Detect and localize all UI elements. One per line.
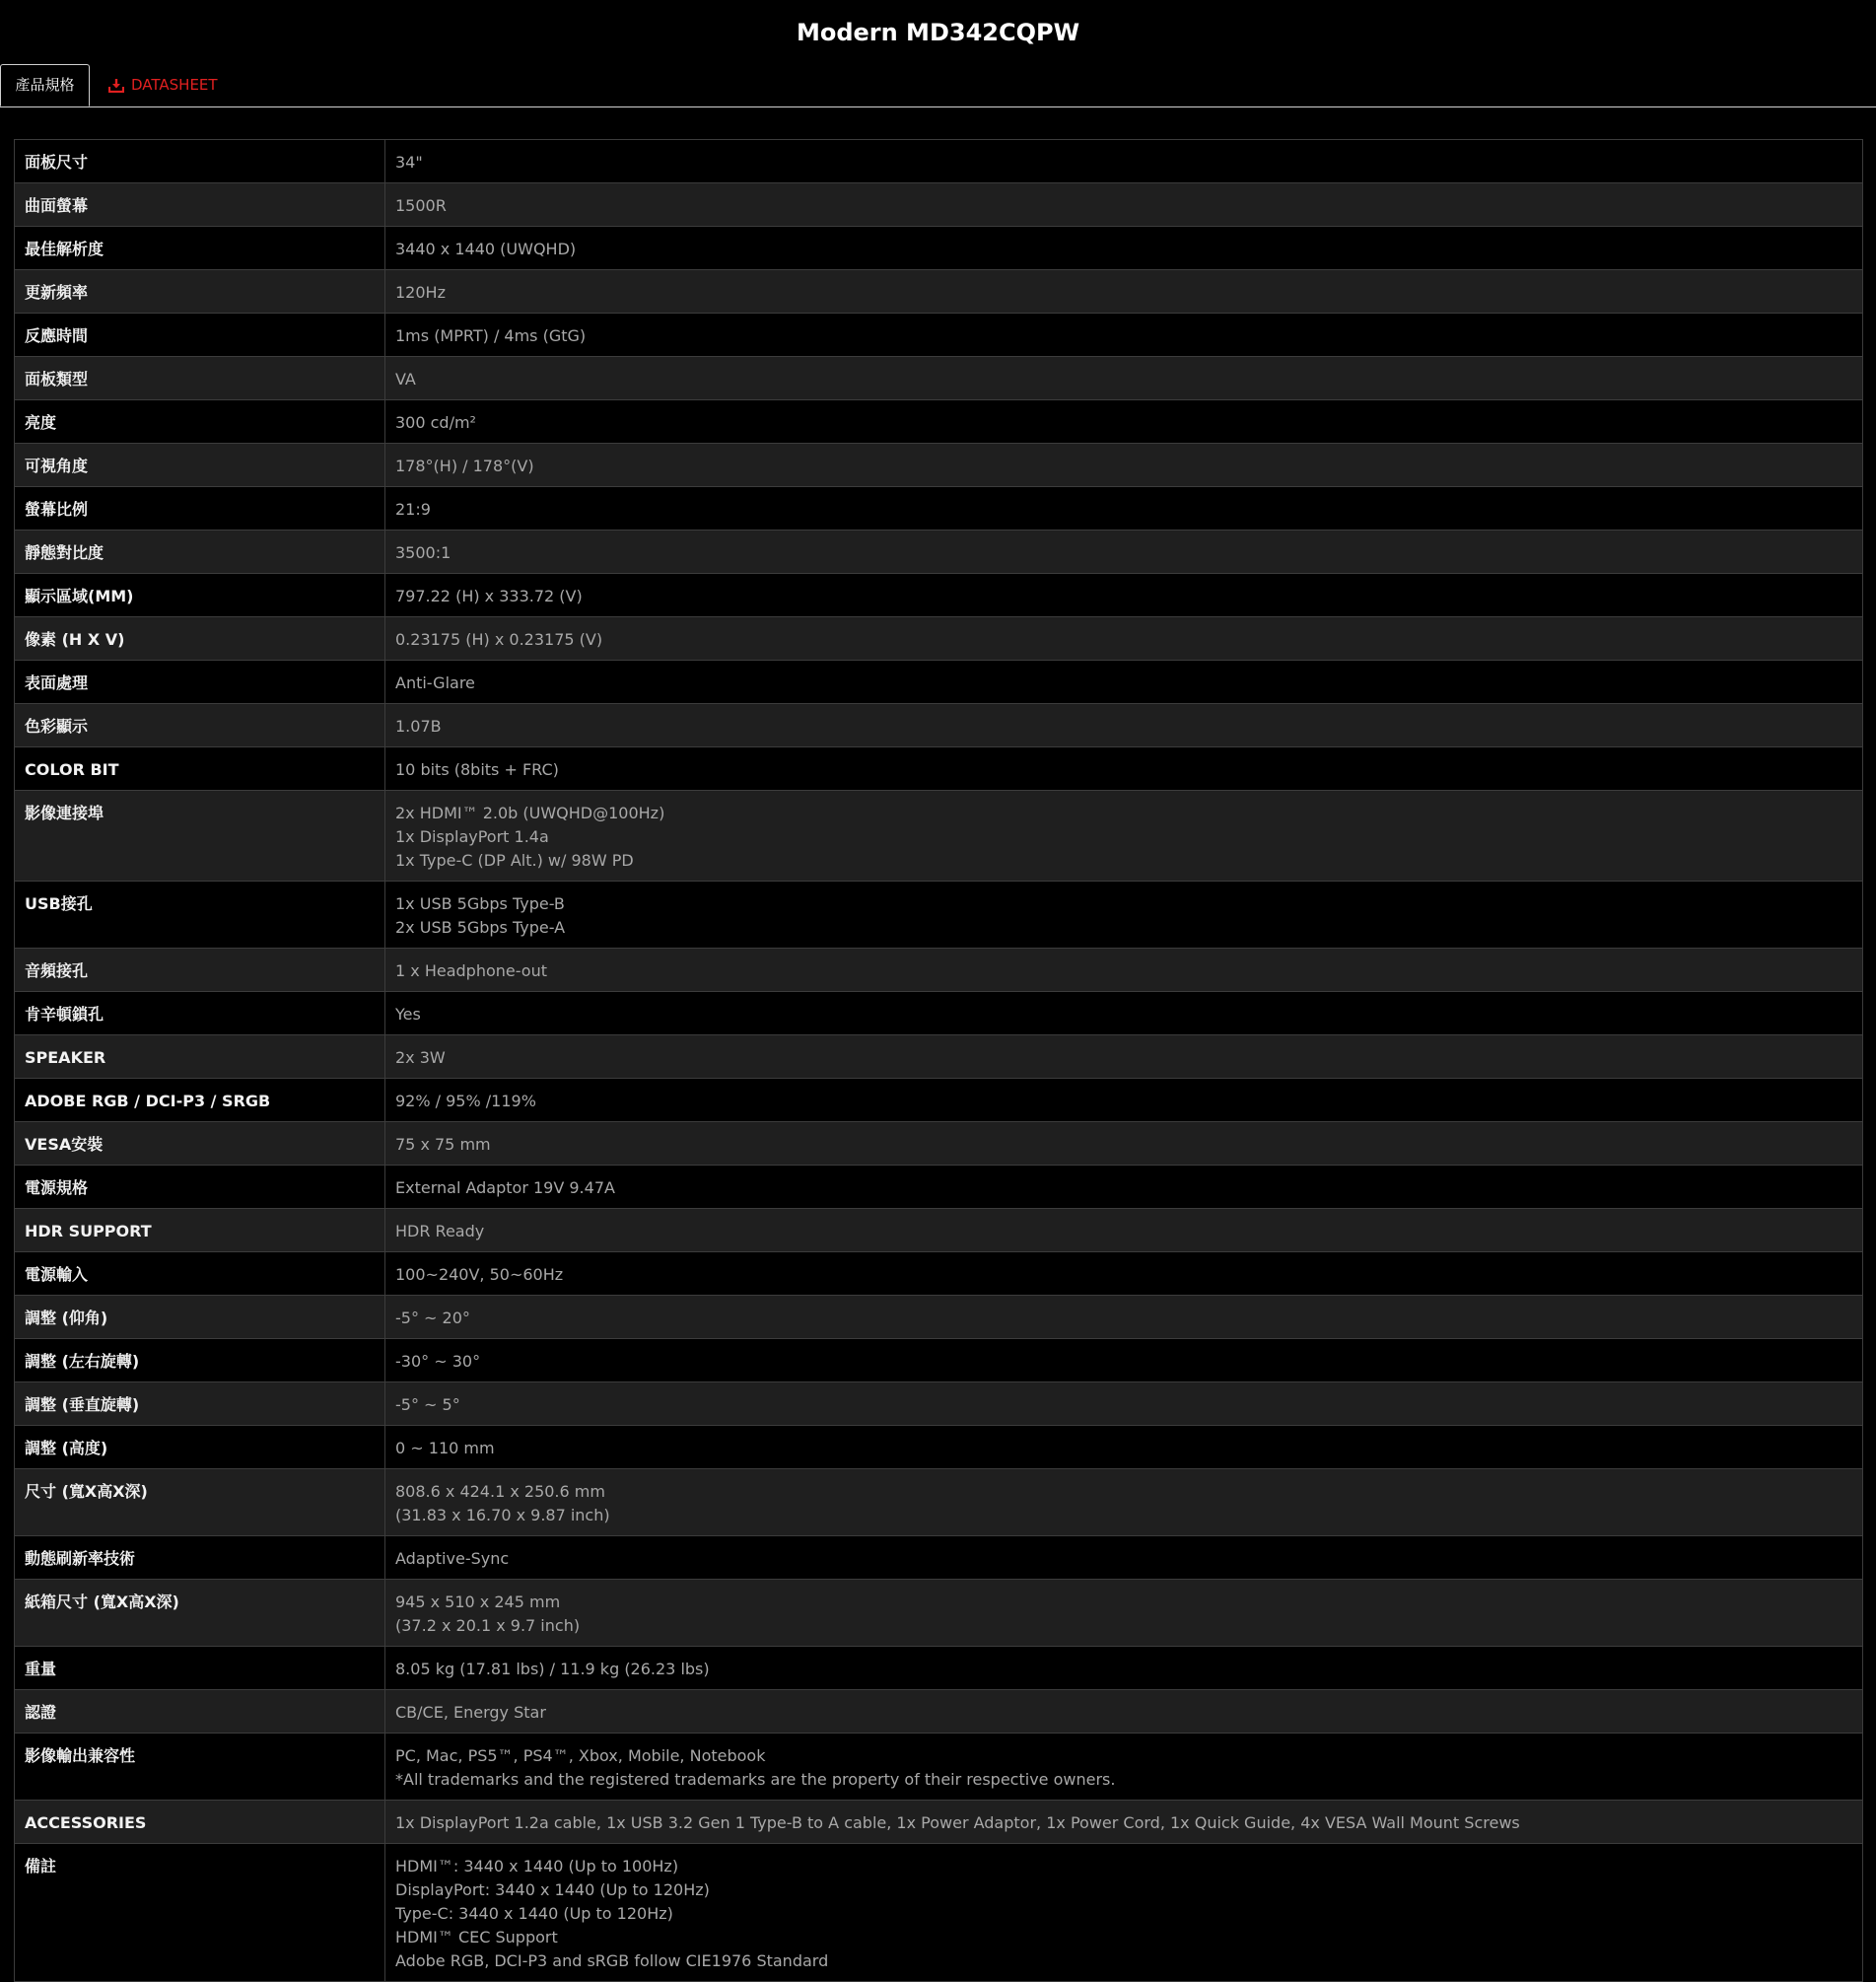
- spec-value-line: 1x USB 5Gbps Type-B: [395, 894, 565, 913]
- spec-value: [385, 1647, 1863, 1690]
- spec-value: [385, 791, 1863, 882]
- table-row: [15, 1296, 1863, 1339]
- table-row: [15, 400, 1863, 444]
- spec-value-line: 797.22 (H) x 333.72 (V): [395, 587, 583, 605]
- table-row: [15, 1801, 1863, 1844]
- spec-label: USB接孔: [15, 882, 385, 949]
- spec-value-line: PC, Mac, PS5™, PS4™, Xbox, Mobile, Notebook: [395, 1746, 766, 1765]
- spec-label: 影像輸出兼容性: [15, 1734, 385, 1801]
- spec-label: 螢幕比例: [15, 487, 385, 531]
- spec-value-line: *All trademarks and the registered trademarks are the property of their respective owners.: [395, 1770, 1116, 1789]
- spec-label: 可視角度: [15, 444, 385, 487]
- table-row: [15, 270, 1863, 314]
- spec-label: 面板尺寸: [15, 140, 385, 183]
- spec-label: 曲面螢幕: [15, 183, 385, 227]
- spec-value: [385, 1122, 1863, 1166]
- table-row: [15, 357, 1863, 400]
- spec-value-line: 1.07B: [395, 717, 442, 736]
- spec-value: [385, 1844, 1863, 1982]
- table-row: [15, 704, 1863, 747]
- spec-value-line: 945 x 510 x 245 mm: [395, 1593, 561, 1611]
- spec-value-line: 120Hz: [395, 283, 446, 302]
- spec-label: SPEAKER: [15, 1035, 385, 1079]
- spec-value-line: 1500R: [395, 196, 447, 215]
- table-row: [15, 1469, 1863, 1536]
- table-row: [15, 227, 1863, 270]
- spec-label: 像素 (H X V): [15, 617, 385, 661]
- spec-value-line: External Adaptor 19V 9.47A: [395, 1178, 615, 1197]
- spec-label: VESA安裝: [15, 1122, 385, 1166]
- spec-label: 肯辛頓鎖孔: [15, 992, 385, 1035]
- table-row: [15, 1426, 1863, 1469]
- table-row: [15, 444, 1863, 487]
- page-title: Modern MD342CQPW: [796, 19, 1080, 46]
- spec-label: 亮度: [15, 400, 385, 444]
- spec-value-line: 0.23175 (H) x 0.23175 (V): [395, 630, 603, 649]
- spec-value: [385, 882, 1863, 949]
- spec-value: [385, 949, 1863, 992]
- spec-value: [385, 1296, 1863, 1339]
- spec-value: [385, 1166, 1863, 1209]
- spec-value: [385, 1382, 1863, 1426]
- spec-value: [385, 1580, 1863, 1647]
- spec-value-line: 75 x 75 mm: [395, 1135, 491, 1154]
- spec-label: 靜態對比度: [15, 531, 385, 574]
- table-row: [15, 1844, 1863, 1982]
- spec-label: 最佳解析度: [15, 227, 385, 270]
- spec-value-line: Anti-Glare: [395, 673, 475, 692]
- spec-value-line: 10 bits (8bits + FRC): [395, 760, 559, 779]
- spec-value-line: 8.05 kg (17.81 lbs) / 11.9 kg (26.23 lbs): [395, 1660, 710, 1678]
- spec-value-line: 1x DisplayPort 1.2a cable, 1x USB 3.2 Gen 1 Type-B to A cable, 1x Power Adaptor, 1x Power Cord, 1x Quick Guide, 4x VESA Wall Mount Screws: [395, 1813, 1520, 1832]
- spec-label: COLOR BIT: [15, 747, 385, 791]
- spec-value: [385, 400, 1863, 444]
- spec-value-line: 3440 x 1440 (UWQHD): [395, 240, 577, 258]
- spec-value: [385, 140, 1863, 183]
- spec-value-line: -5° ~ 5°: [395, 1395, 460, 1414]
- spec-label: 動態刷新率技術: [15, 1536, 385, 1580]
- spec-value-line: 1 x Headphone-out: [395, 961, 547, 980]
- spec-value: [385, 1079, 1863, 1122]
- spec-label: 認證: [15, 1690, 385, 1734]
- spec-value-line: 300 cd/m²: [395, 413, 476, 432]
- spec-value-line: HDMI™: 3440 x 1440 (Up to 100Hz): [395, 1857, 679, 1876]
- spec-value-line: VA: [395, 370, 416, 389]
- spec-value: [385, 487, 1863, 531]
- spec-label: 影像連接埠: [15, 791, 385, 882]
- spec-value: [385, 1339, 1863, 1382]
- spec-label: HDR SUPPORT: [15, 1209, 385, 1252]
- tab-product-specs[interactable]: 產品規格: [0, 64, 90, 106]
- spec-value-line: 21:9: [395, 500, 431, 519]
- spec-value: [385, 617, 1863, 661]
- table-row: [15, 183, 1863, 227]
- spec-value: [385, 1801, 1863, 1844]
- table-row: [15, 140, 1863, 183]
- spec-value-line: 34": [395, 153, 423, 172]
- spec-value: [385, 531, 1863, 574]
- spec-label: 表面處理: [15, 661, 385, 704]
- spec-value-line: Adaptive-Sync: [395, 1549, 510, 1568]
- spec-value: [385, 992, 1863, 1035]
- table-row: [15, 1580, 1863, 1647]
- table-row: [15, 992, 1863, 1035]
- spec-label: 色彩顯示: [15, 704, 385, 747]
- spec-value-line: 3500:1: [395, 543, 452, 562]
- spec-value: [385, 1734, 1863, 1801]
- spec-value-line: Type-C: 3440 x 1440 (Up to 120Hz): [395, 1904, 673, 1923]
- spec-value: [385, 1209, 1863, 1252]
- spec-table: [14, 139, 1863, 1982]
- spec-value-line: HDR Ready: [395, 1222, 485, 1240]
- table-row: [15, 791, 1863, 882]
- spec-value-line: 100~240V, 50~60Hz: [395, 1265, 564, 1284]
- spec-value: [385, 704, 1863, 747]
- table-row: [15, 747, 1863, 791]
- spec-value: [385, 1035, 1863, 1079]
- spec-value: [385, 747, 1863, 791]
- table-row: [15, 574, 1863, 617]
- datasheet-link[interactable]: [108, 64, 218, 106]
- spec-value-line: 178°(H) / 178°(V): [395, 457, 534, 475]
- spec-value-line: 1x Type-C (DP Alt.) w/ 98W PD: [395, 851, 634, 870]
- table-row: [15, 661, 1863, 704]
- table-row: [15, 882, 1863, 949]
- table-row: [15, 1690, 1863, 1734]
- spec-label: 音頻接孔: [15, 949, 385, 992]
- spec-value-line: -5° ~ 20°: [395, 1309, 470, 1327]
- spec-label: 面板類型: [15, 357, 385, 400]
- table-row: [15, 1166, 1863, 1209]
- spec-label: ADOBE RGB / DCI-P3 / SRGB: [15, 1079, 385, 1122]
- spec-label: 調整 (高度): [15, 1426, 385, 1469]
- spec-value-line: (31.83 x 16.70 x 9.87 inch): [395, 1506, 610, 1524]
- spec-label: 調整 (垂直旋轉): [15, 1382, 385, 1426]
- spec-value: [385, 314, 1863, 357]
- spec-value-line: 2x USB 5Gbps Type-A: [395, 918, 566, 937]
- table-row: [15, 1734, 1863, 1801]
- spec-value: [385, 183, 1863, 227]
- spec-value-line: 2x 3W: [395, 1048, 446, 1067]
- spec-value: [385, 1252, 1863, 1296]
- spec-value: [385, 574, 1863, 617]
- spec-label: 顯示區域(MM): [15, 574, 385, 617]
- spec-label: 反應時間: [15, 314, 385, 357]
- spec-label: 更新頻率: [15, 270, 385, 314]
- spec-value-line: DisplayPort: 3440 x 1440 (Up to 120Hz): [395, 1880, 710, 1899]
- spec-label: 電源規格: [15, 1166, 385, 1209]
- spec-value-line: 0 ~ 110 mm: [395, 1439, 495, 1457]
- table-row: [15, 1252, 1863, 1296]
- spec-label: 調整 (仰角): [15, 1296, 385, 1339]
- spec-value: [385, 270, 1863, 314]
- spec-label: 尺寸 (寬X高X深): [15, 1469, 385, 1536]
- table-row: [15, 531, 1863, 574]
- table-row: [15, 617, 1863, 661]
- table-row: [15, 487, 1863, 531]
- spec-value-line: -30° ~ 30°: [395, 1352, 481, 1371]
- spec-value-line: (37.2 x 20.1 x 9.7 inch): [395, 1616, 581, 1635]
- spec-value: [385, 1690, 1863, 1734]
- spec-label: 備註: [15, 1844, 385, 1982]
- spec-label: 電源輸入: [15, 1252, 385, 1296]
- spec-value-line: Adobe RGB, DCI-P3 and sRGB follow CIE1976 Standard: [395, 1951, 829, 1970]
- spec-value-line: 2x HDMI™ 2.0b (UWQHD@100Hz): [395, 804, 665, 822]
- table-row: [15, 1339, 1863, 1382]
- spec-value-line: 1ms (MPRT) / 4ms (GtG): [395, 326, 587, 345]
- datasheet-label: DATASHEET: [131, 76, 218, 94]
- spec-value-line: HDMI™ CEC Support: [395, 1928, 558, 1947]
- download-icon: [108, 79, 124, 93]
- table-row: [15, 1536, 1863, 1580]
- table-row: [15, 1035, 1863, 1079]
- spec-value: [385, 357, 1863, 400]
- spec-value: [385, 1536, 1863, 1580]
- spec-value: [385, 444, 1863, 487]
- spec-value-line: CB/CE, Energy Star: [395, 1703, 546, 1722]
- spec-tabs: [0, 64, 1876, 107]
- spec-value: [385, 227, 1863, 270]
- spec-label: 調整 (左右旋轉): [15, 1339, 385, 1382]
- spec-value-line: Yes: [395, 1005, 421, 1024]
- spec-value-line: 1x DisplayPort 1.4a: [395, 827, 549, 846]
- table-row: [15, 1122, 1863, 1166]
- spec-value-line: 808.6 x 424.1 x 250.6 mm: [395, 1482, 605, 1501]
- spec-value: [385, 661, 1863, 704]
- table-row: [15, 1209, 1863, 1252]
- spec-value-line: 92% / 95% /119%: [395, 1092, 536, 1110]
- spec-label: 紙箱尺寸 (寬X高X深): [15, 1580, 385, 1647]
- table-row: [15, 949, 1863, 992]
- spec-label: 重量: [15, 1647, 385, 1690]
- table-row: [15, 1079, 1863, 1122]
- spec-value: [385, 1469, 1863, 1536]
- spec-value: [385, 1426, 1863, 1469]
- table-row: [15, 314, 1863, 357]
- table-row: [15, 1647, 1863, 1690]
- table-row: [15, 1382, 1863, 1426]
- spec-label: ACCESSORIES: [15, 1801, 385, 1844]
